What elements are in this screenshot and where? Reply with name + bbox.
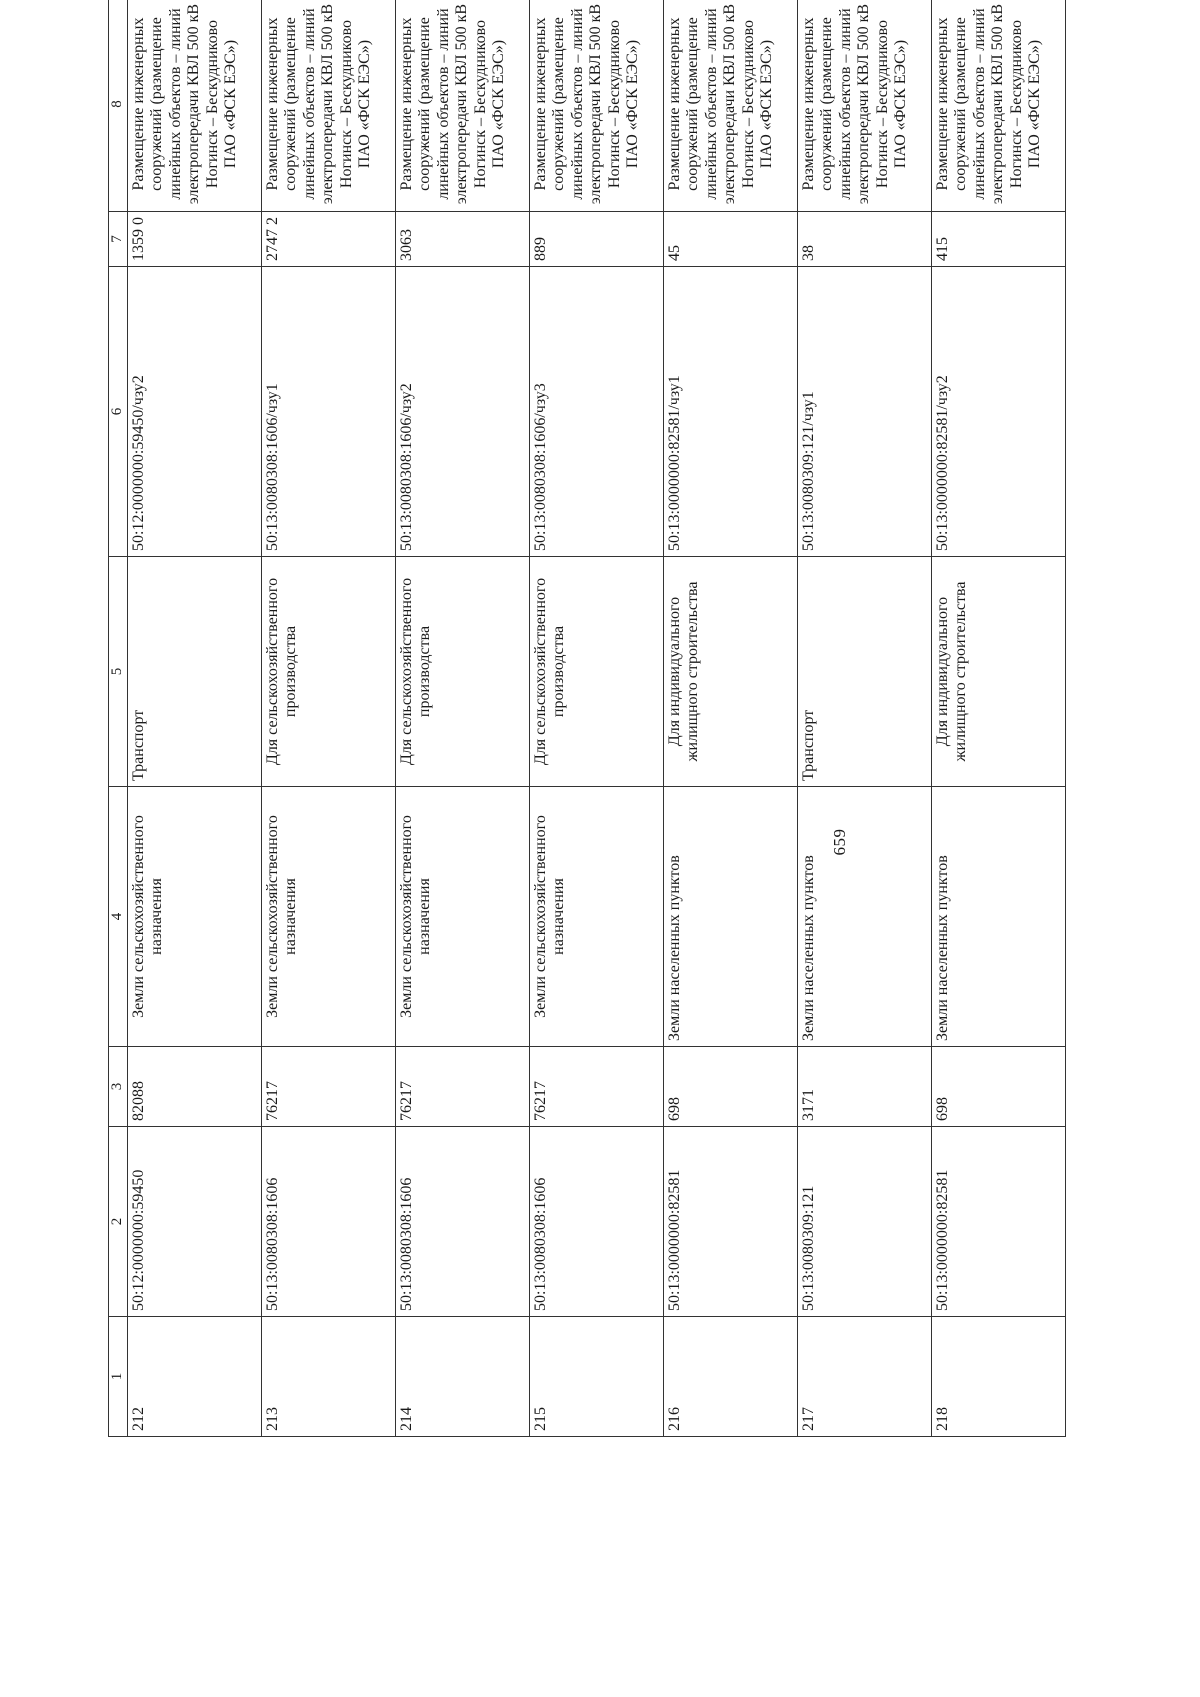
permitted-use: Транспорт [798,557,932,787]
plot-area: 76217 [530,1047,664,1127]
row-number: 218 [932,1317,1066,1437]
table-row [262,0,396,1437]
plot-part-area: 889 [530,212,664,267]
table-row [932,0,1066,1437]
plot-part-area: 45 [664,212,798,267]
plot-part-area: 38 [798,212,932,267]
cadastral-number: 50:12:0000000:59450 [128,1127,262,1317]
plot-part-number: 50:13:0080308:1606/чзу1 [262,267,396,557]
plot-part-area: 2747 2 [262,212,396,267]
plot-part-area: 3063 [396,212,530,267]
permitted-use: Для сельскохозяйственного производства [530,557,664,787]
plot-part-number: 50:13:0080309:121/чзу1 [798,267,932,557]
land-category: Земли сельскохозяйственного назначения [530,787,664,1047]
usage-purpose: Размещение инженерных сооружений (размещение линейных объектов – линий электропередачи КВЛ 500 кВ Ногинск – Бескудниково ПАО «ФСК ЕЭС») [530,0,664,212]
plot-area: 698 [664,1047,798,1127]
column-header-1: 1 [109,1317,128,1437]
plot-area: 3171 [798,1047,932,1127]
land-category: Земли сельскохозяйственного назначения [128,787,262,1047]
permitted-use: Для индивидуального жилищного строительства [932,557,1066,787]
cadastral-number: 50:13:0080308:1606 [530,1127,664,1317]
column-header-5: 5 [109,557,128,787]
plot-area: 698 [932,1047,1066,1127]
column-header-2: 2 [109,1127,128,1317]
table-row [664,0,798,1437]
land-category: Земли населенных пунктов [798,787,932,1047]
table-row [128,0,262,1437]
table-row [798,0,932,1437]
cadastral-number: 50:13:0080309:121 [798,1127,932,1317]
column-header-4: 4 [109,787,128,1047]
plot-part-number: 50:13:0080308:1606/чзу3 [530,267,664,557]
usage-purpose: Размещение инженерных сооружений (размещение линейных объектов – линий электропередачи КВЛ 500 кВ Ногинск – Бескудниково ПАО «ФСК ЕЭС») [396,0,530,212]
row-number: 217 [798,1317,932,1437]
plot-area: 76217 [262,1047,396,1127]
usage-purpose: Размещение инженерных сооружений (размещение линейных объектов – линий электропередачи КВЛ 500 кВ Ногинск – Бескудниково ПАО «ФСК ЕЭС») [664,0,798,212]
permitted-use: Транспорт [128,557,262,787]
usage-purpose: Размещение инженерных сооружений (размещение линейных объектов – линий электропередачи КВЛ 500 кВ Ногинск – Бескудниково ПАО «ФСК ЕЭС») [262,0,396,212]
column-header-7: 7 [109,212,128,267]
column-header-8: 8 [109,0,128,212]
usage-purpose: Размещение инженерных сооружений (размещение линейных объектов – линий электропередачи КВЛ 500 кВ Ногинск – Бескудниково ПАО «ФСК ЕЭС») [932,0,1066,212]
column-header-3: 3 [109,1047,128,1127]
header-row [109,0,128,1437]
table-row [530,0,664,1437]
permitted-use: Для сельскохозяйственного производства [262,557,396,787]
plot-part-area: 1359 0 [128,212,262,267]
cadastral-number: 50:13:0080308:1606 [262,1127,396,1317]
land-category: Земли сельскохозяйственного назначения [262,787,396,1047]
table-row [396,0,530,1437]
land-category: Земли сельскохозяйственного назначения [396,787,530,1047]
usage-purpose: Размещение инженерных сооружений (размещение линейных объектов – линий электропередачи КВЛ 500 кВ Ногинск – Бескудниково ПАО «ФСК ЕЭС») [798,0,932,212]
plot-part-number: 50:12:0000000:59450/чзу2 [128,267,262,557]
cadastral-number: 50:13:0000000:82581 [664,1127,798,1317]
permitted-use: Для сельскохозяйственного производства [396,557,530,787]
column-header-6: 6 [109,267,128,557]
row-number: 212 [128,1317,262,1437]
land-category: Земли населенных пунктов [932,787,1066,1047]
plot-part-number: 50:13:0000000:82581/чзу2 [932,267,1066,557]
row-number: 215 [530,1317,664,1437]
plot-area: 82088 [128,1047,262,1127]
row-number: 214 [396,1317,530,1437]
usage-purpose: Размещение инженерных сооружений (размещение линейных объектов – линий электропередачи КВЛ 500 кВ Ногинск – Бескудниково ПАО «ФСК ЕЭС») [128,0,262,212]
land-plots-table [108,0,1066,1437]
cadastral-number: 50:13:0080308:1606 [396,1127,530,1317]
cadastral-number: 50:13:0000000:82581 [932,1127,1066,1317]
row-number: 216 [664,1317,798,1437]
plot-part-number: 50:13:0000000:82581/чзу1 [664,267,798,557]
permitted-use: Для индивидуального жилищного строительства [664,557,798,787]
plot-part-area: 415 [932,212,1066,267]
plot-part-number: 50:13:0080308:1606/чзу2 [396,267,530,557]
row-number: 213 [262,1317,396,1437]
plot-area: 76217 [396,1047,530,1127]
page-number: 659 [830,828,849,856]
land-category: Земли населенных пунктов [664,787,798,1047]
